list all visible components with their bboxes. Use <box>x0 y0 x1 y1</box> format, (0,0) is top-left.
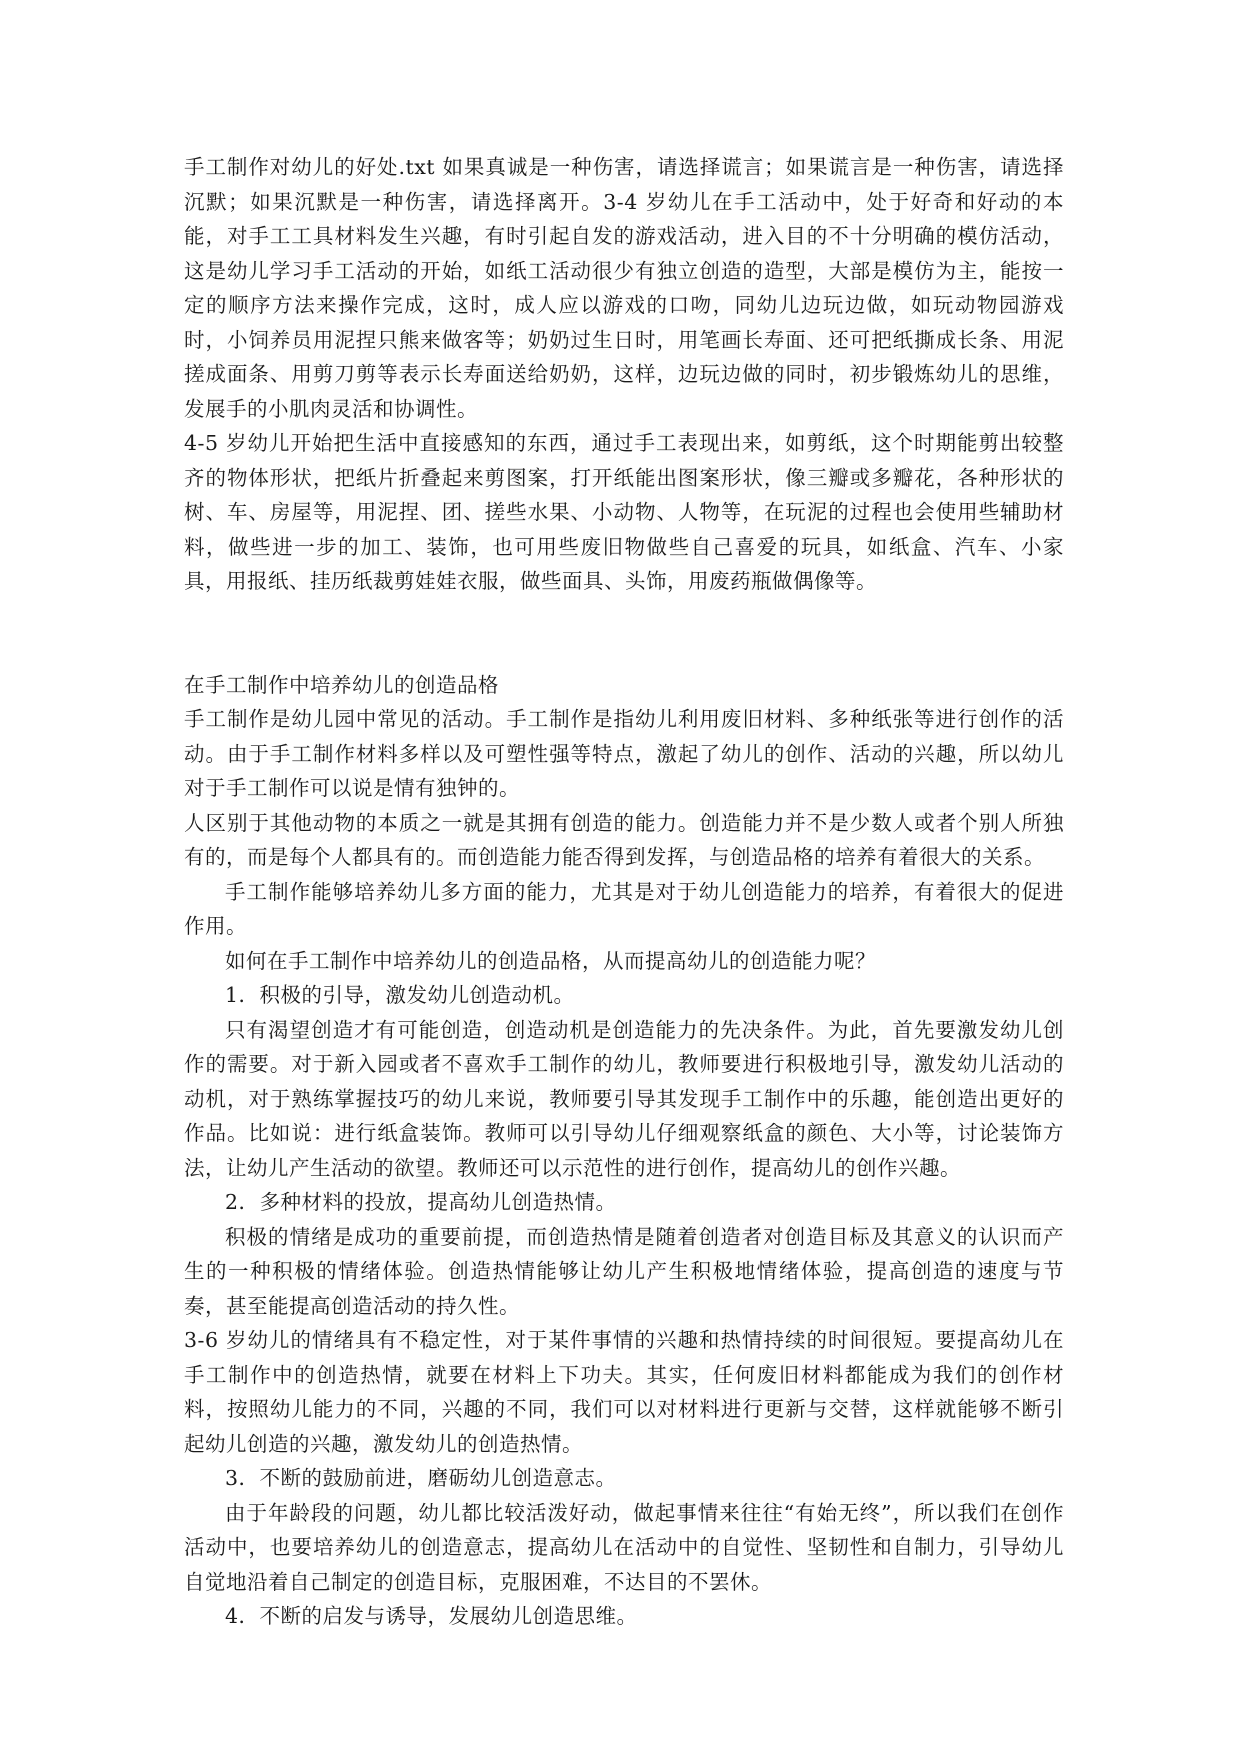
body-paragraph-2: 人区别于其他动物的本质之一就是其拥有创造的能力。创造能力并不是少数人或者个别人所独有的，而是每个人都具有的。而创造能力能否得到发挥，与创造品格的培养有着很大的关系。 <box>184 810 1064 869</box>
list-heading-1: 1．积极的引导，激发幼儿创造动机。 <box>225 983 575 1007</box>
list-heading-2: 2．多种材料的投放，提高幼儿创造热情。 <box>225 1190 617 1214</box>
body-paragraph-6: 积极的情绪是成功的重要前提，而创造热情是随着创造者对创造目标及其意义的认识而产生的一种积极的情绪体验。创造热情能够让幼儿产生积极地情绪体验，提高创造的速度与节奏，甚至能提高创造活动的持久性。 <box>184 1224 1064 1318</box>
intro-paragraph-1: 手工制作对幼儿的好处.txt 如果真诚是一种伤害，请选择谎言；如果谎言是一种伤害，请选择沉默；如果沉默是一种伤害，请选择离开。3-4 岁幼儿在手工活动中，处于好奇和好动的本能，对手工工具材料发生兴趣，有时引起自发的游戏活动，进入目的不十分明确的模仿活动，这是幼儿学习手工活动的开始，如纸工活动很少有独立创造的造型，大部是模仿为主，能按一定的顺序方法来操作完成，这时，成人应以游戏的口吻，同幼儿边玩边做，如玩动物园游戏时，小饲养员用泥捏只熊来做客等；奶奶过生日时，用笔画长寿面、还可把纸撕成长条、用泥搓成面条、用剪刀剪等表示长寿面送给奶奶，这样，边玩边做的同时，初步锻炼幼儿的思维，发展手的小肌肉灵活和协调性。 <box>184 155 1064 421</box>
section-gap <box>184 599 1064 668</box>
body-paragraph-1: 手工制作是幼儿园中常见的活动。手工制作是指幼儿利用废旧材料、多种纸张等进行创作的活动。由于手工制作材料多样以及可塑性强等特点，激起了幼儿的创作、活动的兴趣，所以幼儿对于手工制作可以说是情有独钟的。 <box>184 707 1064 800</box>
body-paragraph-7: 3-6 岁幼儿的情绪具有不稳定性，对于某件事情的兴趣和热情持续的时间很短。要提高幼儿在手工制作中的创造热情，就要在材料上下功夫。其实，任何废旧材料都能成为我们的创作材料，按照幼儿能力的不同，兴趣的不同，我们可以对材料进行更新与交替，这样就能够不断引起幼儿创造的兴趣，激发幼儿的创造热情。 <box>184 1328 1064 1456</box>
list-heading-3: 3．不断的鼓励前进，磨砺幼儿创造意志。 <box>225 1466 617 1490</box>
body-paragraph-5: 只有渴望创造才有可能创造，创造动机是创造能力的先决条件。为此，首先要激发幼儿创作的需要。对于新入园或者不喜欢手工制作的幼儿，教师要进行积极地引导，激发幼儿活动的动机，对于熟练掌握技巧的幼儿来说，教师要引导其发现手工制作中的乐趣，能创造出更好的作品。比如说：进行纸盒装饰。教师可以引导幼儿仔细观察纸盒的颜色、大小等，讨论装饰方法，让幼儿产生活动的欲望。教师还可以示范性的进行创作，提高幼儿的创作兴趣。 <box>184 1017 1064 1180</box>
list-heading-4: 4．不断的启发与诱导，发展幼儿创造思维。 <box>225 1604 638 1628</box>
body-paragraph-8: 由于年龄段的问题，幼儿都比较活泼好动，做起事情来往往“有始无终”，所以我们在创作活动中，也要培养幼儿的创造意志，提高幼儿在活动中的自觉性、坚韧性和自制力，引导幼儿自觉地沿着自己制定的创造目标，克服困难，不达目的不罢休。 <box>184 1500 1064 1594</box>
intro-paragraph-2: 4-5 岁幼儿开始把生活中直接感知的东西，通过手工表现出来，如剪纸，这个时期能剪出较整齐的物体形状，把纸片折叠起来剪图案，打开纸能出图案形状，像三瓣或多瓣花，各种形状的树、车、房屋等，用泥捏、团、搓些水果、小动物、人物等，在玩泥的过程也会使用些辅助材料，做些进一步的加工、装饰，也可用些废旧物做些自己喜爱的玩具，如纸盒、汽车、小家具，用报纸、挂历纸裁剪娃娃衣服，做些面具、头饰，用废药瓶做偶像等。 <box>184 431 1064 593</box>
body-paragraph-3: 手工制作能够培养幼儿多方面的能力，尤其是对于幼儿创造能力的培养，有着很大的促进作用。 <box>184 879 1064 938</box>
body-paragraph-4: 如何在手工制作中培养幼儿的创造品格，从而提高幼儿的创造能力呢？ <box>225 948 876 973</box>
document-content <box>184 150 1064 1634</box>
section-title: 在手工制作中培养幼儿的创造品格 <box>184 672 499 697</box>
